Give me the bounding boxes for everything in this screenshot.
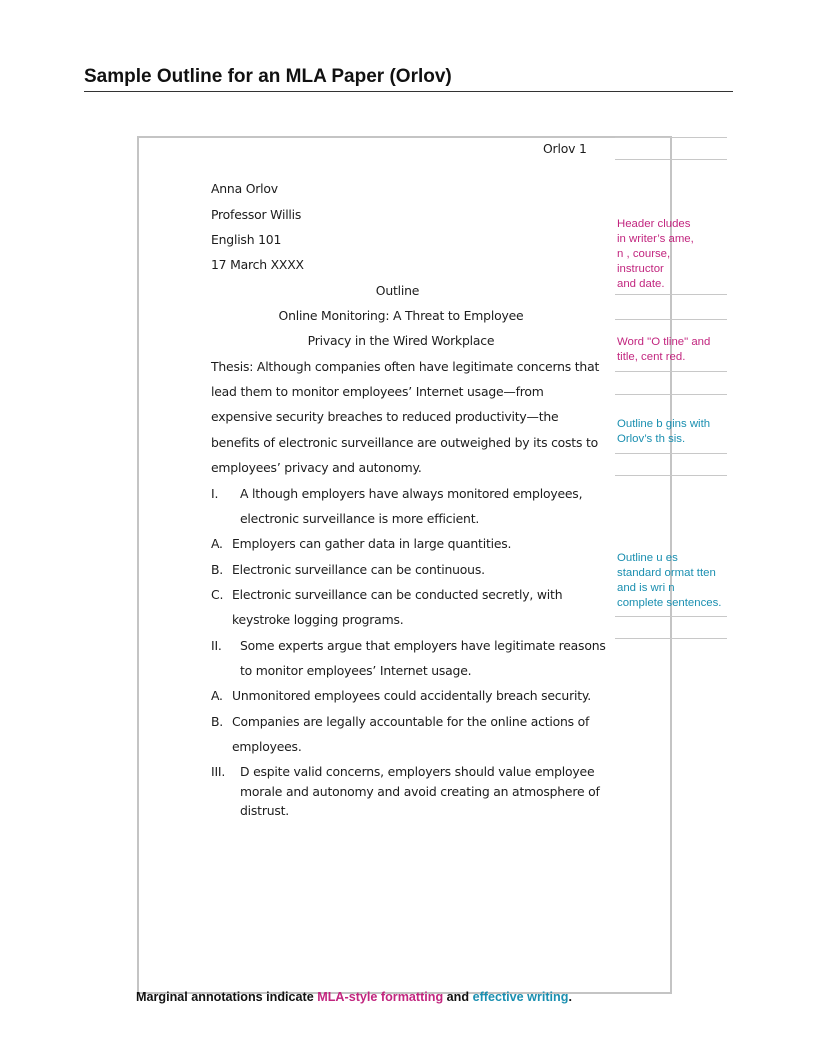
outline-marker: I.	[211, 486, 219, 501]
annotation-line: standard ormat tten	[617, 567, 716, 579]
outline-line: Some experts argue that employers have legitimate reasons	[240, 638, 606, 653]
annotation-line: complete sentences.	[617, 597, 722, 609]
outline-line: employees.	[232, 739, 302, 754]
thesis-line: Thesis: Although companies often have legitimate concerns that	[211, 359, 600, 374]
annotation-line: Word "O tline" and	[617, 336, 711, 348]
footer-mla: MLA-style formatting	[317, 990, 444, 1004]
outline-line: morale and autonomy and avoid creating an atmosphere of	[240, 784, 600, 799]
annotation-outline-title	[617, 335, 729, 365]
margin-rule	[615, 294, 727, 295]
outline-line: distrust.	[240, 803, 290, 818]
annotation-thesis	[617, 417, 729, 447]
thesis-line: lead them to monitor employees’ Internet usage—from	[211, 384, 544, 399]
outline-line: Electronic surveillance can be conducted secretly, with	[232, 587, 563, 602]
outline-line: to monitor employees’ Internet usage.	[240, 663, 472, 678]
annotation-line: instructor	[617, 263, 664, 275]
heading-date: 17 March XXXX	[211, 257, 304, 272]
annotation-line: and date.	[617, 278, 665, 290]
annotation-line: in writer’s ame,	[617, 233, 694, 245]
outline-line: Companies are legally accountable for the online actions of	[232, 714, 590, 729]
margin-rule	[615, 638, 727, 639]
thesis-line: expensive security breaches to reduced productivity—the	[211, 409, 559, 424]
footer-prefix: Marginal annotations indicate	[136, 990, 318, 1004]
annotation-format	[617, 551, 729, 611]
margin-rule	[615, 159, 727, 160]
outline-line: Unmonitored employees could accidentally breach security.	[232, 688, 591, 703]
thesis-line: employees’ privacy and autonomy.	[211, 460, 422, 475]
page-title: Sample Outline for an MLA Paper (Orlov)	[84, 66, 452, 87]
running-head: Orlov 1	[543, 141, 587, 156]
margin-rule	[615, 453, 727, 454]
margin-rule	[615, 475, 727, 476]
outline-line: D espite valid concerns, employers should value employee	[240, 764, 595, 779]
outline-marker: B.	[211, 562, 224, 577]
footer-effective: effective writing	[472, 990, 569, 1004]
heading-professor: Professor Willis	[211, 207, 302, 222]
outline-marker: A.	[211, 688, 223, 703]
annotation-line: Outline u es	[617, 552, 678, 564]
heading-course: English 101	[211, 232, 282, 247]
outline-marker: II.	[211, 638, 222, 653]
outline-marker: III.	[211, 764, 226, 779]
outline-line: electronic surveillance is more efficient.	[240, 511, 480, 526]
annotation-line: and is wri n	[617, 582, 675, 594]
outline-line: Electronic surveillance can be continuous.	[232, 562, 485, 577]
footer-middle: and	[443, 990, 473, 1004]
margin-rule	[615, 319, 727, 320]
outline-line: Employers can gather data in large quantities.	[232, 536, 512, 551]
title-line-1: Online Monitoring: A Threat to Employee	[278, 308, 524, 323]
outline-marker: C.	[211, 587, 224, 602]
thesis-line: benefits of electronic surveillance are outweighed by its costs to	[211, 435, 599, 450]
outline-marker: B.	[211, 714, 224, 729]
annotation-header	[617, 217, 729, 292]
outline-line: A lthough employers have always monitored employees,	[240, 486, 583, 501]
footer-caption	[136, 990, 572, 1004]
heading-name: Anna Orlov	[211, 181, 278, 196]
title-rule	[84, 91, 733, 92]
annotation-line: Orlov’s th sis.	[617, 433, 686, 445]
margin-rule	[615, 616, 727, 617]
annotation-line: n , course,	[617, 248, 671, 260]
outline-marker: A.	[211, 536, 223, 551]
annotation-line: Header cludes	[617, 218, 691, 230]
margin-rule	[615, 371, 727, 372]
annotation-line: Outline b gins with	[617, 418, 711, 430]
annotation-line: title, cent red.	[617, 351, 686, 363]
footer-suffix: .	[568, 990, 572, 1004]
margin-rule	[615, 137, 727, 138]
outline-line: keystroke logging programs.	[232, 612, 404, 627]
margin-rule	[615, 394, 727, 395]
title-line-2: Privacy in the Wired Workplace	[307, 333, 495, 348]
outline-label: Outline	[375, 283, 420, 298]
